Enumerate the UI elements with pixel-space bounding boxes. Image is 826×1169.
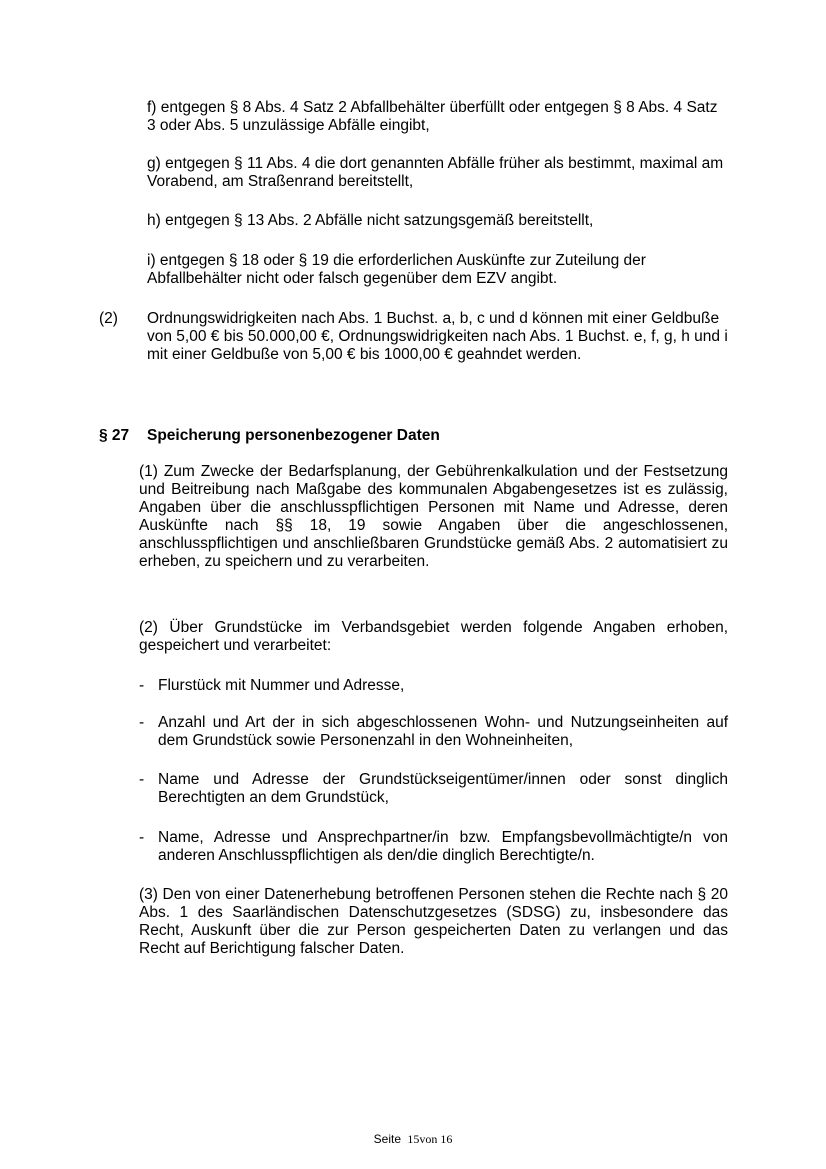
list-item-i: i) entgegen § 18 oder § 19 die erforderlichen Auskünfte zur Zuteilung der Abfallbehälter nicht oder falsch gegenüber dem EZV angibt.	[147, 252, 646, 287]
section-paragraph-1: (1) Zum Zwecke der Bedarfsplanung, der Gebührenkalkulation und der Festsetzung und Beitreibung nach Maßgabe des kommunalen Abgabengesetzes ist es zulässig, Angaben über die anschlusspflichtigen Personen mit Name und Adresse, deren Auskünfte nach §§ 18, 19 sowie Angaben über die angeschlossenen, anschlusspflichtigen und anschließbaren Grundstücke gemäß Abs. 2 automatisiert zu erheben, zu speichern und zu verarbeiten.	[139, 463, 728, 570]
footer-current-page: 15	[407, 1132, 420, 1146]
page-footer	[0, 1132, 826, 1146]
bullet-item: Anzahl und Art der in sich abgeschlossenen Wohn- und Nutzungseinheiten auf dem Grundstück sowie Personenzahl in den Wohneinheiten,	[158, 714, 728, 749]
section-paragraph-3: (3) Den von einer Datenerhebung betroffenen Personen stehen die Rechte nach § 20 Abs. 1 des Saarländischen Datenschutzgesetzes (SDSG) zu, insbesondere das Recht, Auskunft über die zur Person gespeicherten Daten zu verlangen und das Recht auf Berichtigung falscher Daten.	[139, 886, 728, 957]
footer-separator: von	[419, 1132, 438, 1146]
list-item-h: h) entgegen § 13 Abs. 2 Abfälle nicht satzungsgemäß bereitstellt,	[147, 212, 594, 229]
footer-label: Seite	[373, 1132, 401, 1146]
bullet-marker: -	[139, 829, 145, 846]
bullet-marker: -	[139, 714, 145, 731]
list-item-g: g) entgegen § 11 Abs. 4 die dort genannten Abfälle früher als bestimmt, maximal am Vorabend, am Straßenrand bereitstellt,	[147, 155, 724, 190]
bullet-marker: -	[139, 677, 145, 694]
footer-total-pages: 16	[440, 1132, 453, 1146]
bullet-item: Name und Adresse der Grundstückseigentümer/innen oder sonst dinglich Berechtigten an dem Grundstück,	[158, 771, 728, 806]
section-number: § 27	[99, 427, 130, 444]
paragraph-number: (2)	[99, 310, 118, 327]
list-item-f: f) entgegen § 8 Abs. 4 Satz 2 Abfallbehälter überfüllt oder entgegen § 8 Abs. 4 Satz 3 oder Abs. 5 unzulässige Abfälle eingibt,	[147, 99, 718, 134]
paragraph-2-text: Ordnungswidrigkeiten nach Abs. 1 Buchst. a, b, c und d können mit einer Geldbuße von 5,00 € bis 50.000,00 €, Ordnungswidrigkeiten nach Abs. 1 Buchst. e, f, g, h und i mit einer Geldbuße von 5,00 € bis 1000,00 € geahndet werden.	[147, 310, 728, 363]
bullet-marker: -	[139, 771, 145, 788]
bullet-item: Flurstück mit Nummer und Adresse,	[158, 677, 405, 694]
section-paragraph-2: (2) Über Grundstücke im Verbandsgebiet werden folgende Angaben erhoben, gespeichert und verarbeitet:	[139, 619, 728, 654]
bullet-item: Name, Adresse und Ansprechpartner/in bzw. Empfangsbevollmächtigte/n von anderen Anschlusspflichtigen als den/die dinglich Berechtigte/n.	[158, 829, 728, 864]
section-title: Speicherung personenbezogener Daten	[147, 427, 440, 444]
